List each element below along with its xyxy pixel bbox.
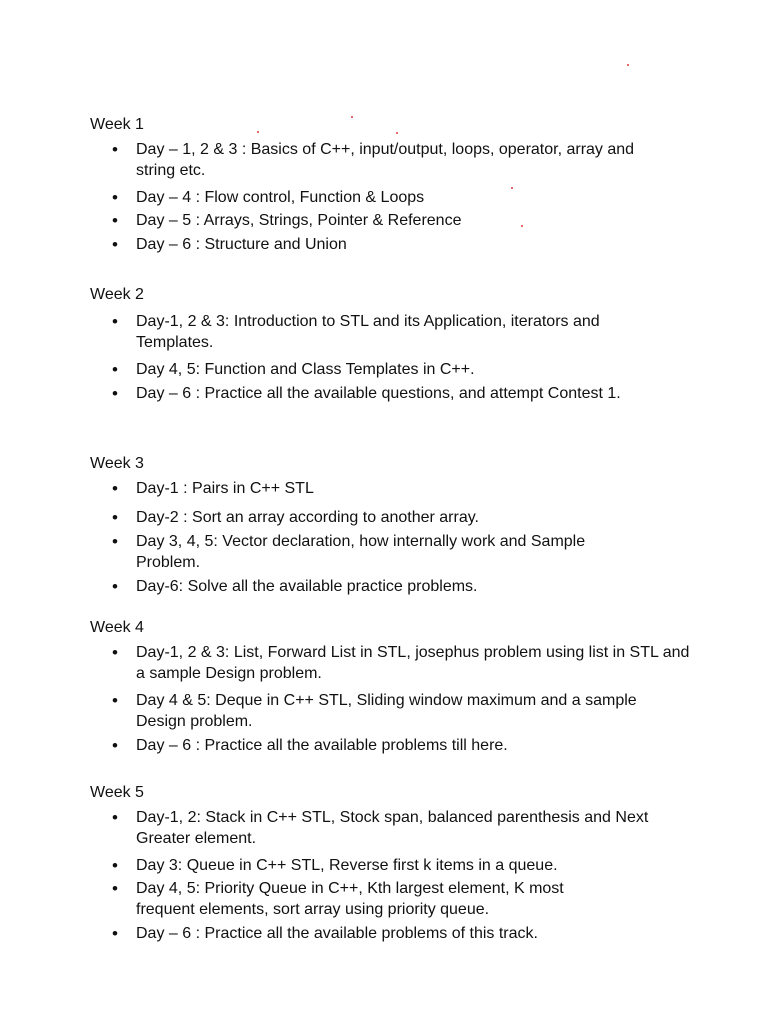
day-description: : Sort an array according to another array. bbox=[178, 509, 479, 526]
list-item bbox=[112, 507, 636, 528]
day-description: Priority Queue in C++, Kth largest element, K most frequent elements, sort array using priority queue. bbox=[136, 880, 564, 918]
day-label: Day 4, 5: bbox=[136, 880, 201, 897]
list-item bbox=[112, 139, 636, 181]
list-item bbox=[112, 923, 676, 944]
day-description: Queue in C++ STL, Reverse first k items in a queue. bbox=[182, 857, 558, 874]
speck bbox=[351, 116, 353, 118]
list-item bbox=[112, 531, 636, 573]
speck bbox=[627, 64, 629, 66]
day-label: Day 3: bbox=[136, 857, 183, 874]
list-item bbox=[112, 576, 636, 597]
week-4-heading: Week 4 bbox=[90, 619, 144, 636]
day-description: Structure and Union bbox=[200, 236, 347, 253]
day-description: Basics of C++, input/output, loops, operator, array and string etc. bbox=[136, 141, 635, 179]
list-item bbox=[112, 234, 636, 255]
day-description: Vector declaration, how internally work and Sample Problem. bbox=[136, 533, 586, 571]
list-item bbox=[112, 187, 636, 208]
day-label: Day-2 bbox=[136, 509, 179, 526]
list-item bbox=[112, 383, 656, 404]
day-description: Forward List in STL, josephus problem using list in STL and a sample Design problem. bbox=[136, 644, 690, 682]
list-item bbox=[112, 642, 696, 684]
list-item bbox=[112, 855, 676, 876]
day-description: Introduction to STL and its Application, iterators and Templates. bbox=[136, 313, 600, 351]
day-description: Arrays, Strings, Pointer & Reference bbox=[200, 212, 462, 229]
day-label: Day – 1, 2 & 3 : bbox=[136, 141, 247, 158]
list-item bbox=[112, 807, 676, 849]
week-3-heading: Week 3 bbox=[90, 455, 144, 472]
day-label: Day – 6 : bbox=[136, 925, 201, 942]
day-description: Solve all the available practice problems. bbox=[183, 578, 478, 595]
day-description: Pairs in C++ STL bbox=[187, 480, 314, 497]
day-label: Day 4, 5: bbox=[136, 361, 201, 378]
day-label: Day – 5 : bbox=[136, 212, 201, 229]
day-label: Day – 6 : bbox=[136, 385, 201, 402]
day-label: Day – 4 : Flow control, Function & Loops bbox=[136, 189, 425, 206]
day-description: Practice all the available questions, and attempt Contest 1. bbox=[200, 385, 621, 402]
list-item bbox=[112, 735, 696, 756]
list-item bbox=[112, 878, 626, 920]
day-label: Day-1, 2 & 3: bbox=[136, 313, 230, 330]
week-4-list bbox=[112, 642, 696, 756]
day-description: Practice all the available problems till here. bbox=[200, 737, 508, 754]
week-2-heading: Week 2 bbox=[90, 286, 144, 303]
week-3-list bbox=[112, 478, 636, 597]
day-description: Function and Class Templates in C++. bbox=[200, 361, 475, 378]
list-item bbox=[112, 359, 660, 380]
day-description: Practice all the available problems of this track. bbox=[200, 925, 538, 942]
day-label: Day – 6 : bbox=[136, 236, 201, 253]
list-item bbox=[112, 478, 636, 499]
day-label: Day-1 : bbox=[136, 480, 188, 497]
day-label: Day 4 & 5: bbox=[136, 692, 211, 709]
day-label: Day 3, 4, 5: bbox=[136, 533, 218, 550]
speck bbox=[396, 132, 398, 134]
day-label: Day-1, 2 & 3: List, bbox=[136, 644, 264, 661]
week-5-heading: Week 5 bbox=[90, 784, 144, 801]
week-1-list bbox=[112, 139, 636, 255]
week-5-list bbox=[112, 807, 676, 944]
speck bbox=[257, 131, 259, 133]
day-label: Day – 6 : bbox=[136, 737, 201, 754]
list-item bbox=[112, 690, 646, 732]
day-description: Stack in C++ STL, Stock span, balanced parenthesis and Next Greater element. bbox=[136, 809, 649, 847]
day-label: Day-1, 2: bbox=[136, 809, 201, 826]
week-1-heading: Week 1 bbox=[90, 116, 144, 133]
list-item bbox=[112, 311, 660, 353]
day-label: Day-6: bbox=[136, 578, 184, 595]
list-item bbox=[112, 210, 636, 231]
week-2-list bbox=[112, 311, 660, 404]
day-description: Deque in C++ STL, Sliding window maximum and a sample Design problem. bbox=[136, 692, 637, 730]
